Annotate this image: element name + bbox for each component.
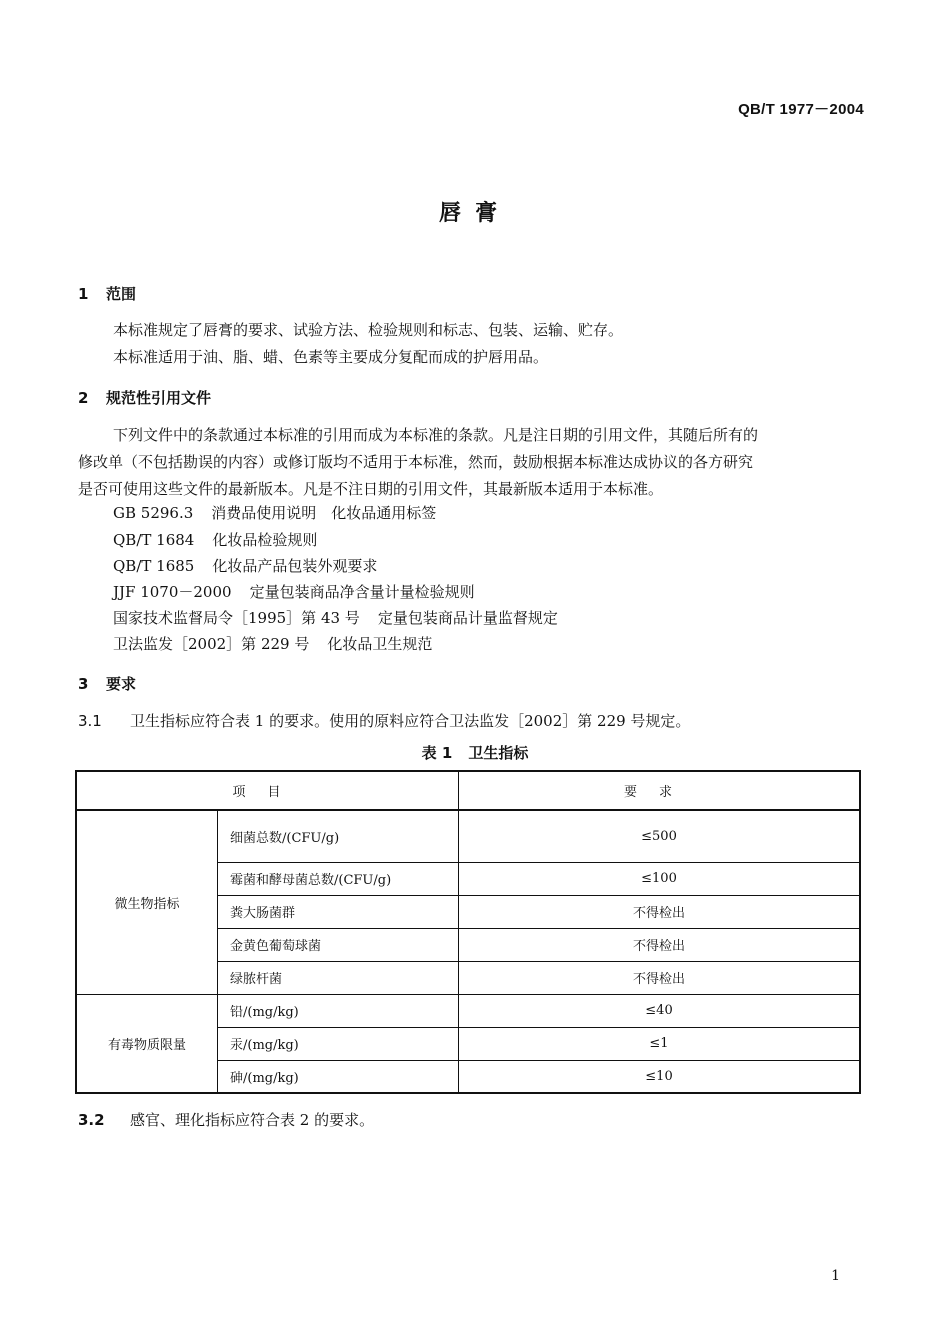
item-cell: 铅/(mg/kg) [218, 994, 459, 1027]
clause-number: 3.1 [78, 712, 102, 730]
standard-code: QB/T 1977－2004 [738, 101, 864, 118]
requirement-cell: 不得检出 [459, 895, 861, 928]
table-number: 表 1 [421, 744, 453, 762]
item-cell: 粪大肠菌群 [218, 895, 459, 928]
section-title: 范围 [106, 285, 137, 303]
section-2-intro-line-2: 修改单（不包括勘误的内容）或修订版均不适用于本标准，然而，鼓励根据本标准达成协议的各方研究 [78, 453, 754, 471]
group-microbial: 微生物指标 [76, 810, 218, 994]
reference-item [113, 529, 317, 550]
reference-item [113, 502, 436, 523]
section-number: 3 [78, 675, 89, 693]
group-toxic: 有毒物质限量 [76, 994, 218, 1093]
section-1-heading [78, 283, 136, 304]
section-number: 2 [78, 389, 89, 407]
hygiene-index-table [75, 770, 861, 1094]
reference-title: 定量包装商品净含量计量检验规则 [249, 583, 475, 601]
reference-title: 化妆品产品包装外观要求 [212, 557, 378, 575]
requirement-cell: ≤1 [459, 1027, 861, 1060]
table-header-row [76, 771, 860, 810]
section-3-heading [78, 673, 136, 694]
section-2-intro-line-1: 下列文件中的条款通过本标准的引用而成为本标准的条款。凡是注日期的引用文件，其随后所有的 [113, 426, 759, 444]
requirement-cell: ≤40 [459, 994, 861, 1027]
item-cell: 绿脓杆菌 [218, 961, 459, 994]
section-2-heading [78, 387, 211, 408]
clause-number: 3.2 [78, 1111, 105, 1129]
reference-item [113, 633, 432, 654]
section-title: 规范性引用文件 [106, 389, 212, 407]
document-title: 唇膏 [438, 201, 511, 226]
table-1-caption [0, 742, 950, 763]
section-number: 1 [78, 285, 89, 303]
reference-code: 卫法监发［2002］第 229 号 [113, 635, 310, 653]
requirement-cell: 不得检出 [459, 928, 861, 961]
section-1-para-2: 本标准适用于油、脂、蜡、色素等主要成分复配而成的护唇用品。 [113, 348, 549, 366]
clause-3-1 [78, 710, 690, 731]
requirement-cell: ≤100 [459, 862, 861, 895]
reference-code: GB 5296.3 [113, 504, 194, 522]
item-cell: 细菌总数/(CFU/g) [218, 810, 459, 862]
reference-title: 化妆品卫生规范 [327, 635, 433, 653]
section-1-para-1: 本标准规定了唇膏的要求、试验方法、检验规则和标志、包装、运输、贮存。 [113, 321, 624, 339]
header-requirement: 要求 [459, 771, 861, 810]
reference-code: 国家技术监督局令［1995］第 43 号 [113, 609, 360, 627]
reference-title: 消费品使用说明 化妆品通用标签 [211, 504, 437, 522]
table-row [76, 810, 860, 862]
requirement-cell: ≤500 [459, 810, 861, 862]
requirement-cell: ≤10 [459, 1060, 861, 1093]
item-cell: 金黄色葡萄球菌 [218, 928, 459, 961]
reference-code: JJF 1070－2000 [113, 583, 232, 601]
reference-title: 化妆品检验规则 [212, 531, 318, 549]
reference-item [113, 581, 475, 602]
reference-item [113, 555, 377, 576]
clause-text: 卫生指标应符合表 1 的要求。使用的原料应符合卫法监发［2002］第 229 号规定。 [130, 712, 691, 730]
header-item: 项目 [76, 771, 459, 810]
item-cell: 汞/(mg/kg) [218, 1027, 459, 1060]
section-2-intro-line-3: 是否可使用这些文件的最新版本。凡是不注日期的引用文件，其最新版本适用于本标准。 [78, 480, 664, 498]
reference-code: QB/T 1684 [113, 531, 195, 549]
page-number: 1 [831, 1268, 840, 1284]
table-title: 卫生指标 [468, 744, 529, 762]
section-title: 要求 [106, 675, 137, 693]
item-cell: 霉菌和酵母菌总数/(CFU/g) [218, 862, 459, 895]
reference-item [113, 607, 558, 628]
table-row [76, 994, 860, 1027]
reference-title: 定量包装商品计量监督规定 [377, 609, 558, 627]
reference-code: QB/T 1685 [113, 557, 195, 575]
clause-text: 感官、理化指标应符合表 2 的要求。 [130, 1111, 375, 1129]
item-cell: 砷/(mg/kg) [218, 1060, 459, 1093]
clause-3-2 [78, 1109, 374, 1130]
requirement-cell: 不得检出 [459, 961, 861, 994]
